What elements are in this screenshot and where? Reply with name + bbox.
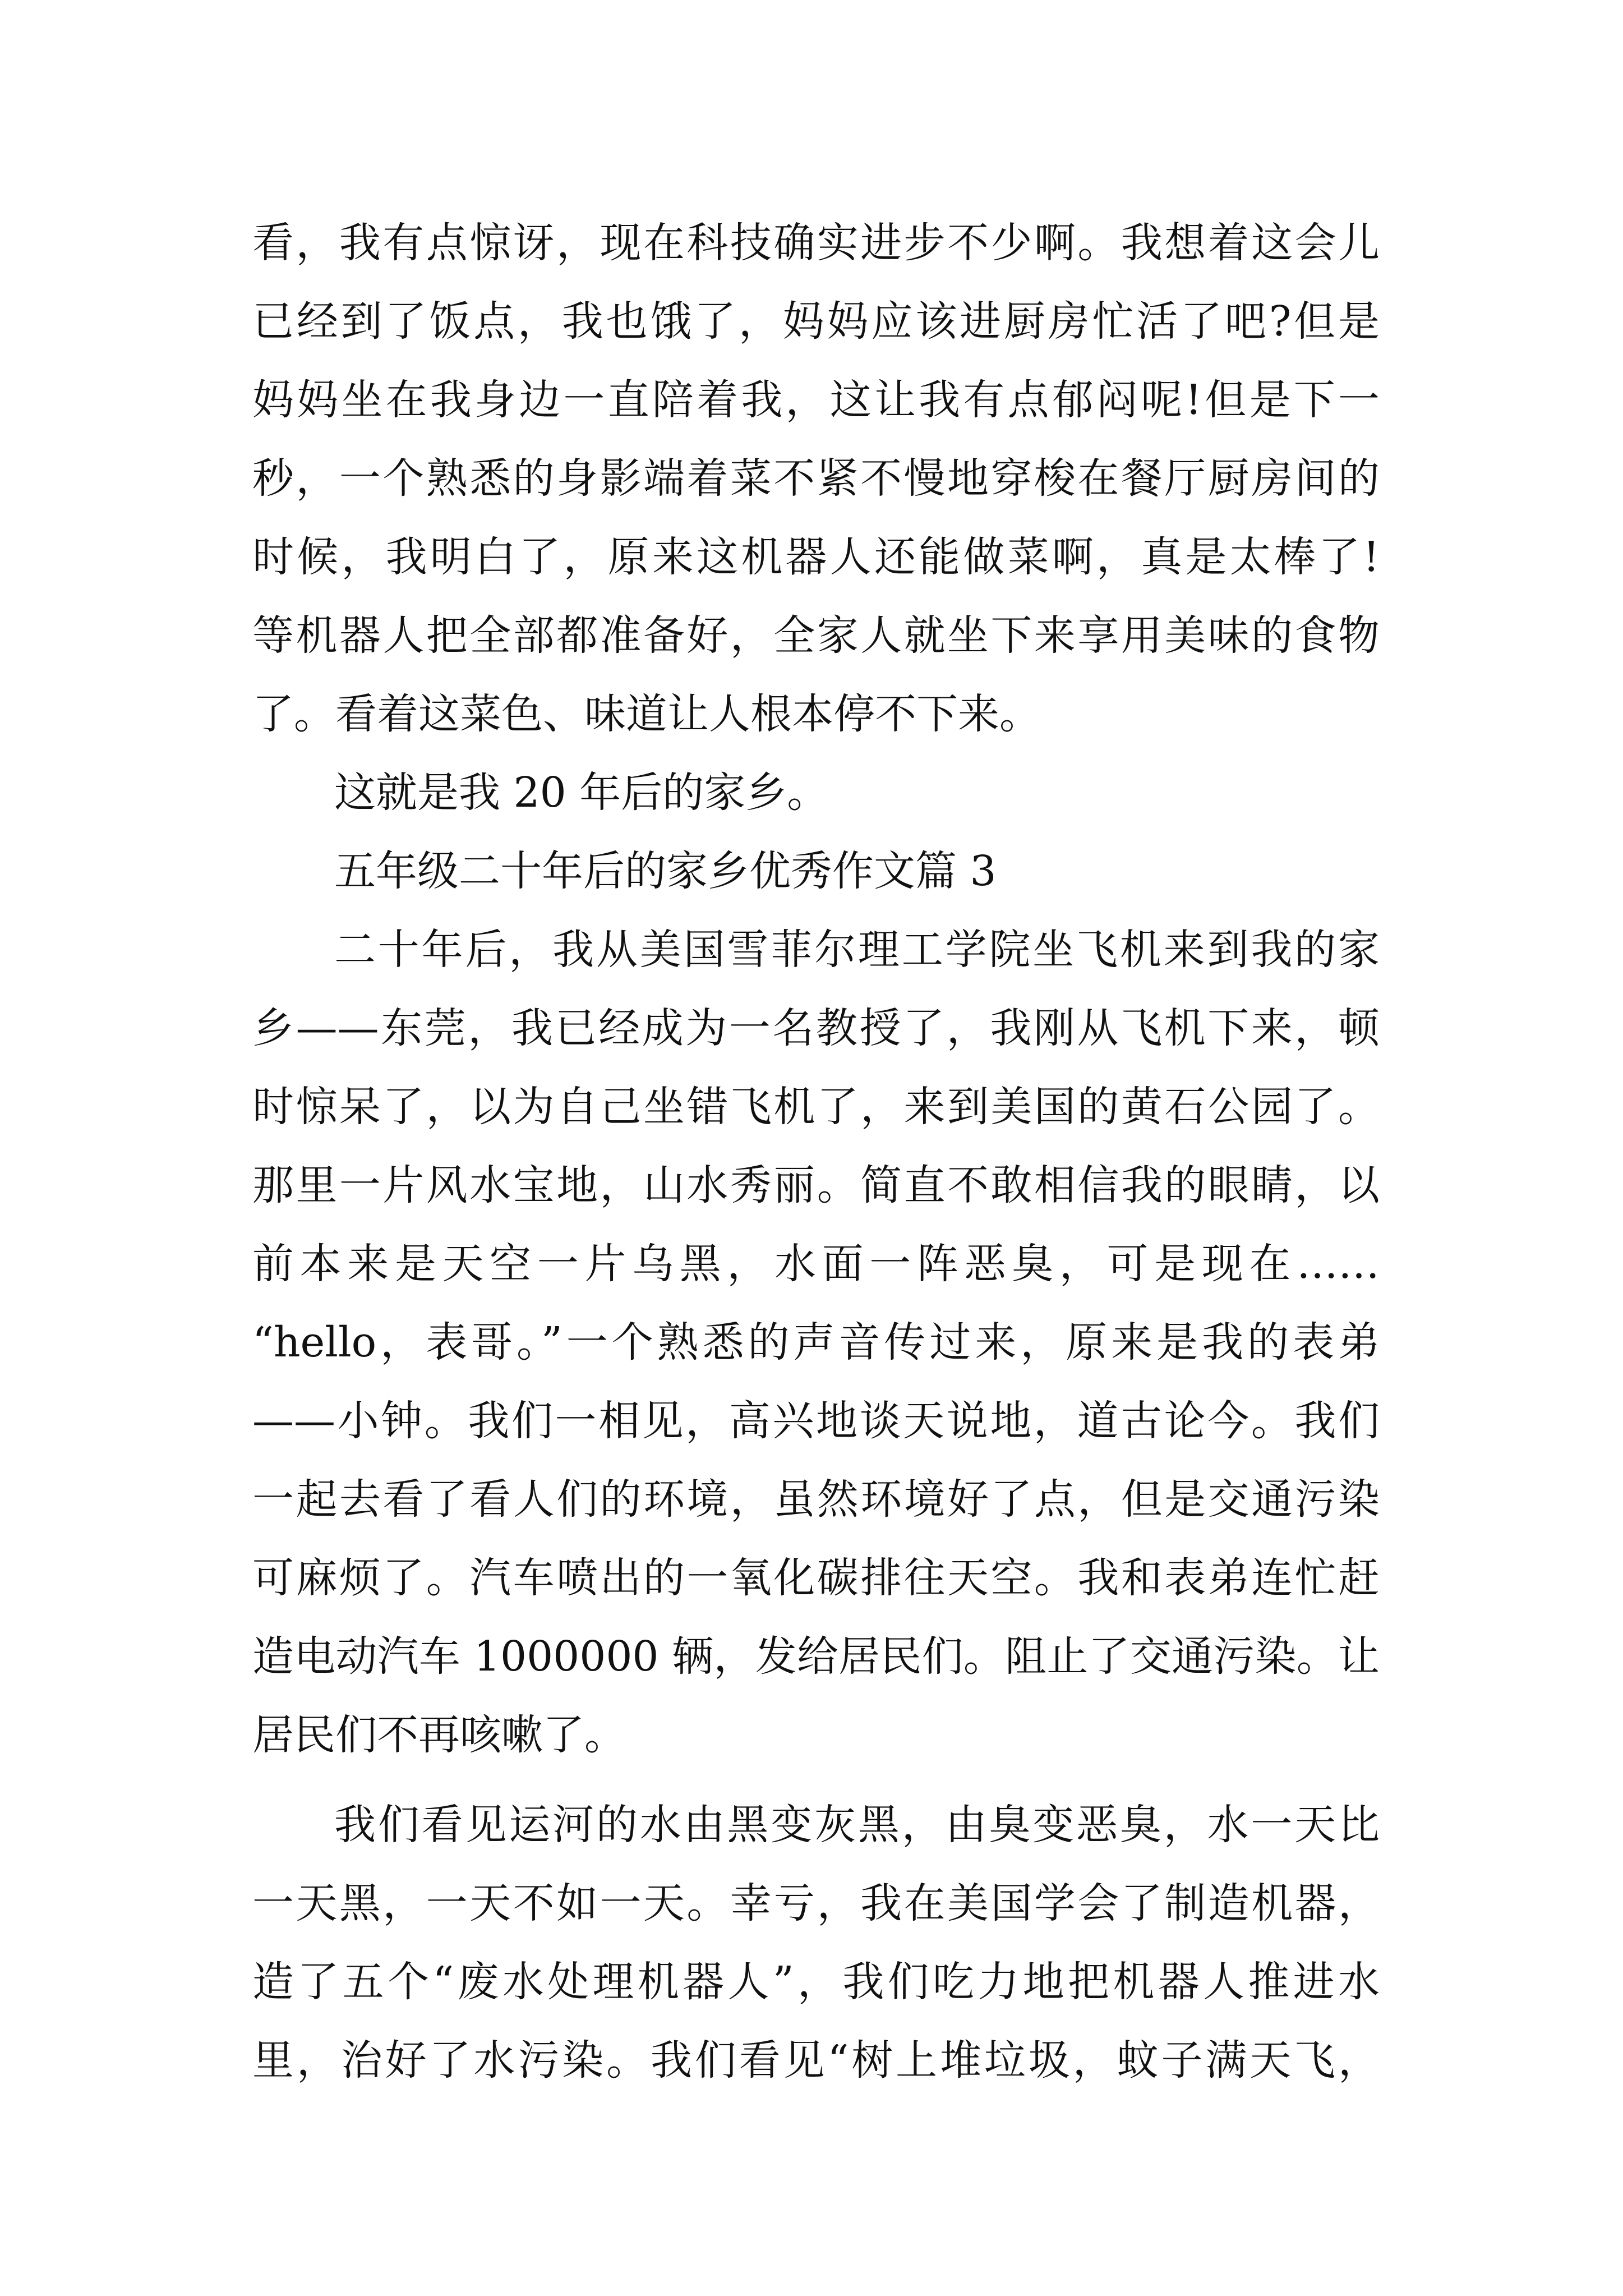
text-line: 时惊呆了，以为自己坐错飞机了，来到美国的黄石公园了。 xyxy=(252,1083,1380,1131)
text-line: 居民们不再咳嗽了。 xyxy=(252,1711,626,1759)
text-line: 里，治好了水污染。我们看见“树上堆垃圾，蚊子满天飞， xyxy=(252,2036,1380,2085)
text-line: 了。看着这菜色、味道让人根本停不下来。 xyxy=(252,690,1041,738)
section-heading: 五年级二十年后的家乡优秀作文篇 3 xyxy=(334,847,997,895)
text-line: 造电动汽车 1000000 辆，发给居民们。阻止了交通污染。让 xyxy=(252,1632,1380,1681)
text-line: 已经到了饭点，我也饿了，妈妈应该进厨房忙活了吧?但是 xyxy=(252,297,1380,346)
text-line: 前本来是天空一片乌黑，水面一阵恶臭，可是现在…… xyxy=(252,1240,1380,1288)
text-line: 妈妈坐在我身边一直陪着我，这让我有点郁闷呢!但是下一 xyxy=(252,376,1380,424)
paragraph-line: 这就是我 20 年后的家乡。 xyxy=(334,769,829,817)
text-line: ——小钟。我们一相见，高兴地谈天说地，道古论今。我们 xyxy=(252,1397,1380,1445)
text-line: 一起去看了看人们的环境，虽然环境好了点，但是交通污染 xyxy=(252,1475,1380,1524)
text-line: 乡——东莞，我已经成为一名教授了，我刚从飞机下来，顿 xyxy=(252,1004,1380,1052)
text-line: 造了五个“废水处理机器人”，我们吃力地把机器人推进水 xyxy=(252,1958,1380,2006)
text-line: 那里一片风水宝地，山水秀丽。简直不敢相信我的眼睛，以 xyxy=(252,1161,1380,1209)
text-line: 等机器人把全部都准备好，全家人就坐下来享用美味的食物 xyxy=(252,611,1380,660)
text-line: 可麻烦了。汽车喷出的一氧化碳排往天空。我和表弟连忙赶 xyxy=(252,1554,1380,1602)
paragraph-line: 我们看见运河的水由黑变灰黑，由臭变恶臭，水一天比 xyxy=(334,1801,1380,1849)
text-line: 一天黑，一天不如一天。幸亏，我在美国学会了制造机器， xyxy=(252,1879,1380,1927)
paragraph-line: 二十年后，我从美国雪菲尔理工学院坐飞机来到我的家 xyxy=(334,926,1380,974)
text-line: 时候，我明白了，原来这机器人还能做菜啊，真是太棒了! xyxy=(252,533,1380,581)
text-line: 看，我有点惊讶，现在科技确实进步不少啊。我想着这会儿 xyxy=(252,219,1380,267)
text-line: 秒，一个熟悉的身影端着菜不紧不慢地穿梭在餐厅厨房间的 xyxy=(252,454,1380,503)
text-line: “hello，表哥。”一个熟悉的声音传过来，原来是我的表弟 xyxy=(252,1318,1380,1366)
